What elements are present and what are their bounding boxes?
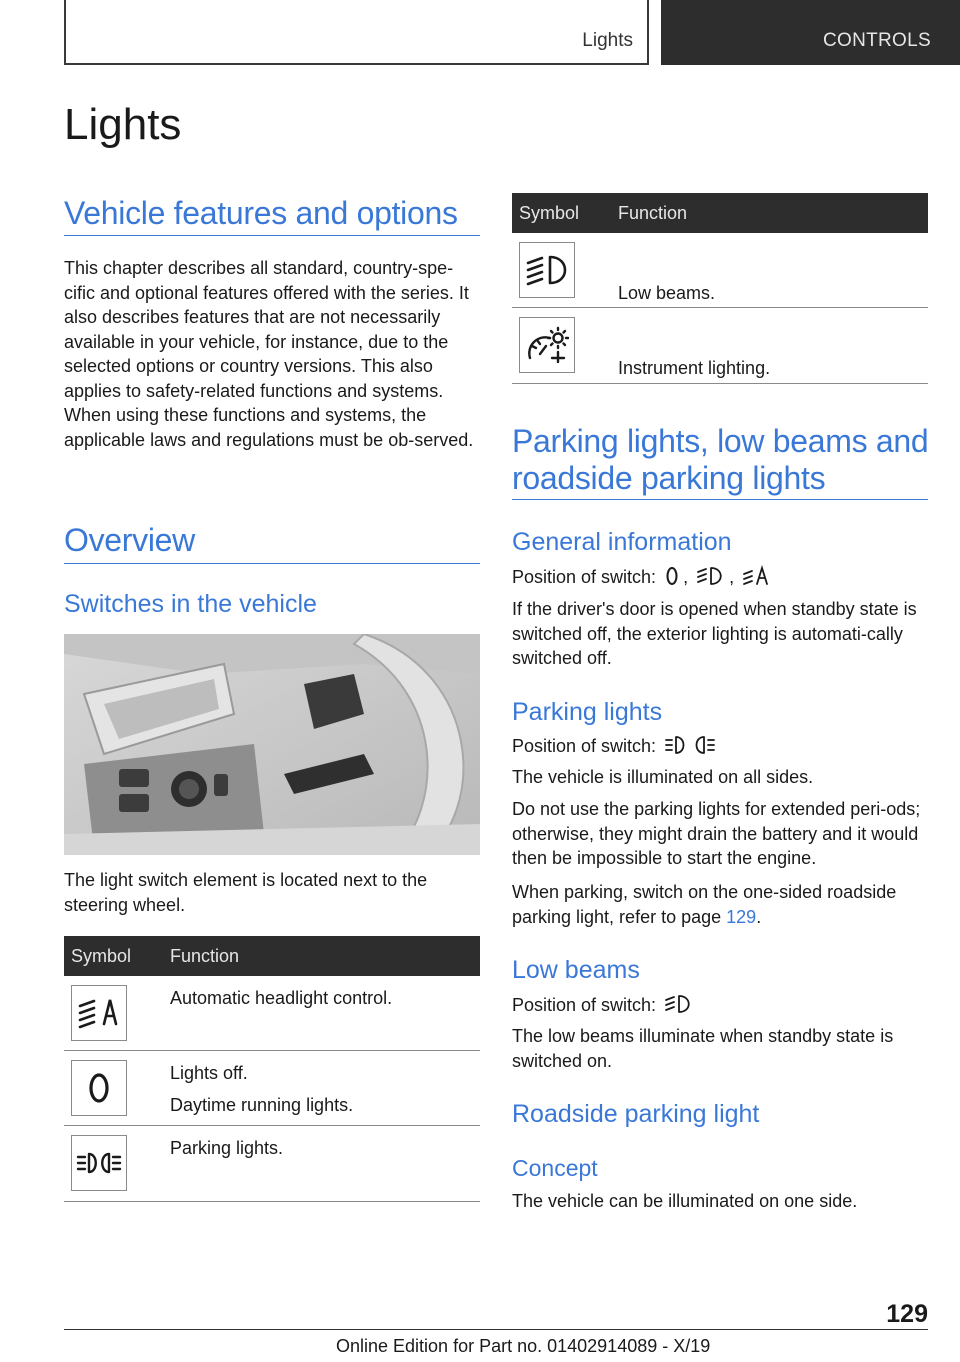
low-beams-switch-line: [512, 993, 928, 1018]
low-beams-icon: [696, 565, 726, 587]
concept-heading: Concept: [512, 1155, 598, 1181]
parking-lights-text-2: Do not use the parking lights for extended peri-ods; otherwise, they might drain the battery and it would then be impossible to start the engine.: [512, 799, 921, 868]
header-section-box: [64, 0, 649, 65]
auto-headlight-icon: [71, 985, 127, 1041]
table-header: [512, 193, 928, 233]
table-row: [512, 233, 928, 308]
header-section-title: Lights: [582, 30, 633, 51]
low-beams-icon: [664, 993, 694, 1015]
parking-lights-heading: Parking lights: [512, 698, 663, 726]
light-switch-photo: [64, 634, 480, 855]
function-text: Automatic headlight control.: [170, 988, 393, 1008]
heading-rule: [64, 563, 480, 564]
function-text: Lights off.: [170, 1063, 248, 1083]
table-header: [64, 936, 480, 976]
page-reference-link[interactable]: 129: [726, 906, 757, 927]
dashboard-illustration: [64, 634, 480, 855]
symbol-table-left: [64, 936, 480, 1202]
parking-lights-low-beams-heading: [512, 423, 928, 497]
position-label: Position of switch:: [512, 567, 657, 587]
header-function: Function: [170, 946, 240, 966]
parking-switch-line: [512, 734, 928, 759]
function-text: Parking lights.: [170, 1138, 284, 1158]
roadside-parking-heading: Roadside parking light: [512, 1100, 760, 1128]
general-info-heading: General information: [512, 528, 732, 556]
parking-lights-icon: [664, 734, 716, 756]
heading-line: Parking lights, low beams and: [512, 423, 929, 459]
table-row: [64, 1051, 480, 1126]
switch-position-line: [512, 565, 928, 590]
page-title: Lights: [64, 100, 182, 149]
function-text: Daytime running lights.: [170, 1095, 354, 1115]
function-text: Low beams.: [618, 283, 716, 303]
parking-lights-text-3: [512, 880, 928, 929]
photo-caption: The light switch element is located next to the steering wheel.: [64, 870, 428, 915]
position-label: Position of switch:: [512, 736, 657, 756]
text-segment: When parking, switch on the one-sided roadside parking light, refer to page: [512, 882, 897, 927]
header-symbol: Symbol: [71, 946, 132, 966]
vehicle-features-text: This chapter describes all standard, country-spe-cific and optional features offered with the series. It also describes features that are not necessarily available in your vehicle, for instance, due to the selected options or country versions. This also applies to safety-related functions and systems. When using these functions and systems, the applicable laws and regulations must be ob-served.: [64, 258, 474, 450]
text-segment: .: [756, 906, 762, 927]
low-beams-text: The low beams illuminate when standby state is switched on.: [512, 1026, 894, 1071]
switches-heading: Switches in the vehicle: [64, 590, 317, 618]
general-info-text: If the driver's door is opened when standby state is switched off, the exterior lighting is automati-cally switched off.: [512, 599, 917, 668]
position-label: Position of switch:: [512, 995, 657, 1015]
vehicle-features-heading: Vehicle features and options: [64, 195, 458, 231]
low-beams-heading: Low beams: [512, 956, 640, 984]
lights-off-icon: [71, 1060, 127, 1116]
symbol-table-right: [512, 193, 928, 384]
footer-rule: [64, 1329, 928, 1330]
separator: ,: [729, 567, 735, 587]
low-beams-icon: [519, 242, 575, 298]
header-symbol: Symbol: [519, 203, 580, 223]
table-row: [64, 1126, 480, 1202]
function-text: Instrument lighting.: [618, 358, 771, 378]
lights-off-icon: [664, 565, 680, 587]
heading-rule: [512, 499, 928, 500]
auto-headlight-icon: [742, 565, 770, 587]
edition-footer: Online Edition for Part no. 01402914089 - X/19: [336, 1336, 711, 1356]
table-row: [512, 308, 928, 384]
header-chapter-box: [661, 0, 960, 65]
heading-line: roadside parking lights: [512, 460, 826, 496]
page-number: 129: [886, 1300, 928, 1328]
overview-heading: Overview: [64, 522, 195, 558]
separator: ,: [683, 567, 689, 587]
instrument-lighting-icon: [519, 317, 575, 373]
header-chapter-title: CONTROLS: [823, 30, 931, 51]
parking-lights-text-1: The vehicle is illuminated on all sides.: [512, 767, 814, 787]
parking-lights-icon: [71, 1135, 127, 1191]
table-row: [64, 976, 480, 1051]
heading-rule: [64, 235, 480, 236]
concept-text: The vehicle can be illuminated on one side.: [512, 1191, 858, 1211]
header-function: Function: [618, 203, 688, 223]
